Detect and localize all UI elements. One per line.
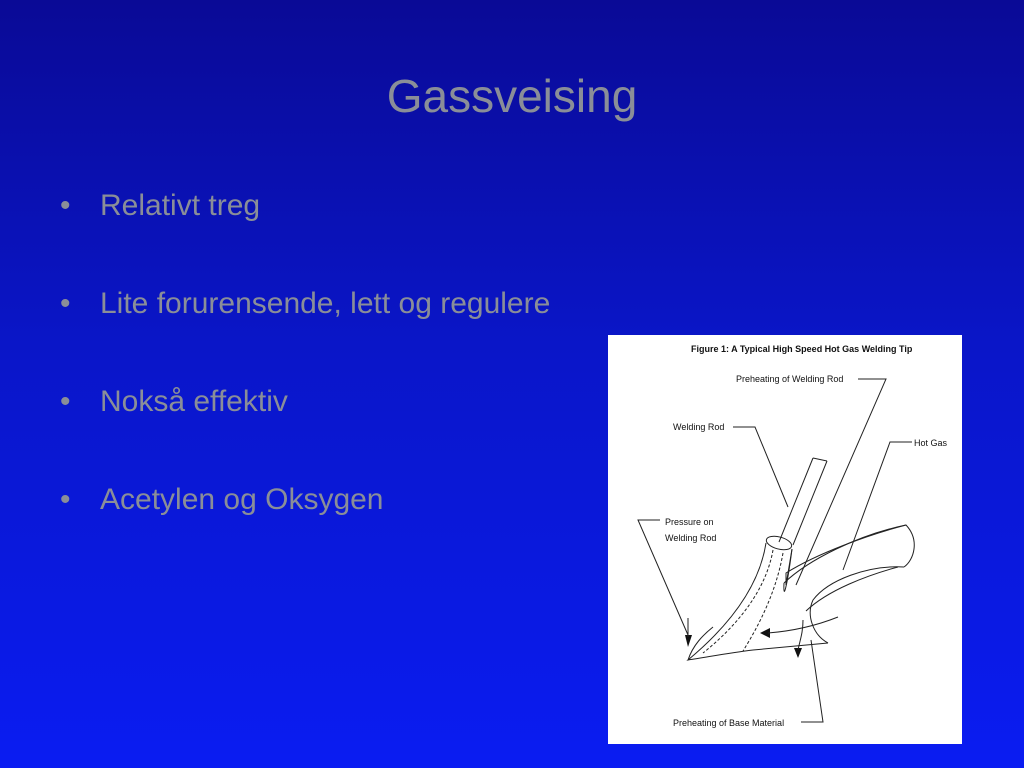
- arrow-heads: [685, 628, 802, 658]
- welding-tip-diagram: [608, 335, 962, 744]
- welding-rod-shape: [765, 458, 827, 552]
- bullet-item: [58, 184, 550, 228]
- bullet-dot-icon: •: [60, 385, 71, 418]
- bullet-text: Lite forurensende, lett og regulere: [100, 287, 551, 320]
- bullet-text: Relativt treg: [100, 189, 261, 222]
- bullet-item: [58, 380, 550, 424]
- bullet-list: [58, 184, 550, 576]
- bullet-text: Acetylen og Oksygen: [100, 483, 384, 516]
- label-pressure-line1: Pressure on: [665, 517, 714, 527]
- bullet-item: [58, 282, 550, 326]
- label-welding-rod: Welding Rod: [673, 422, 725, 432]
- welding-tip-body: [688, 525, 914, 660]
- label-preheating-rod: Preheating of Welding Rod: [736, 374, 844, 384]
- label-preheating-base: Preheating of Base Material: [673, 718, 785, 728]
- figure-caption: Figure 1: A Typical High Speed Hot Gas Welding Tip: [691, 344, 913, 354]
- bullet-dot-icon: •: [60, 483, 71, 516]
- bullet-dot-icon: •: [60, 287, 71, 320]
- slide-title: Gassveising: [386, 70, 638, 122]
- bullet-dot-icon: •: [60, 189, 71, 222]
- welding-tip-figure: [608, 335, 962, 744]
- bullet-text: Nokså effektiv: [100, 385, 288, 418]
- label-hot-gas: Hot Gas: [914, 438, 948, 448]
- bullet-item: [58, 478, 550, 522]
- label-pressure-line2: Welding Rod: [665, 533, 717, 543]
